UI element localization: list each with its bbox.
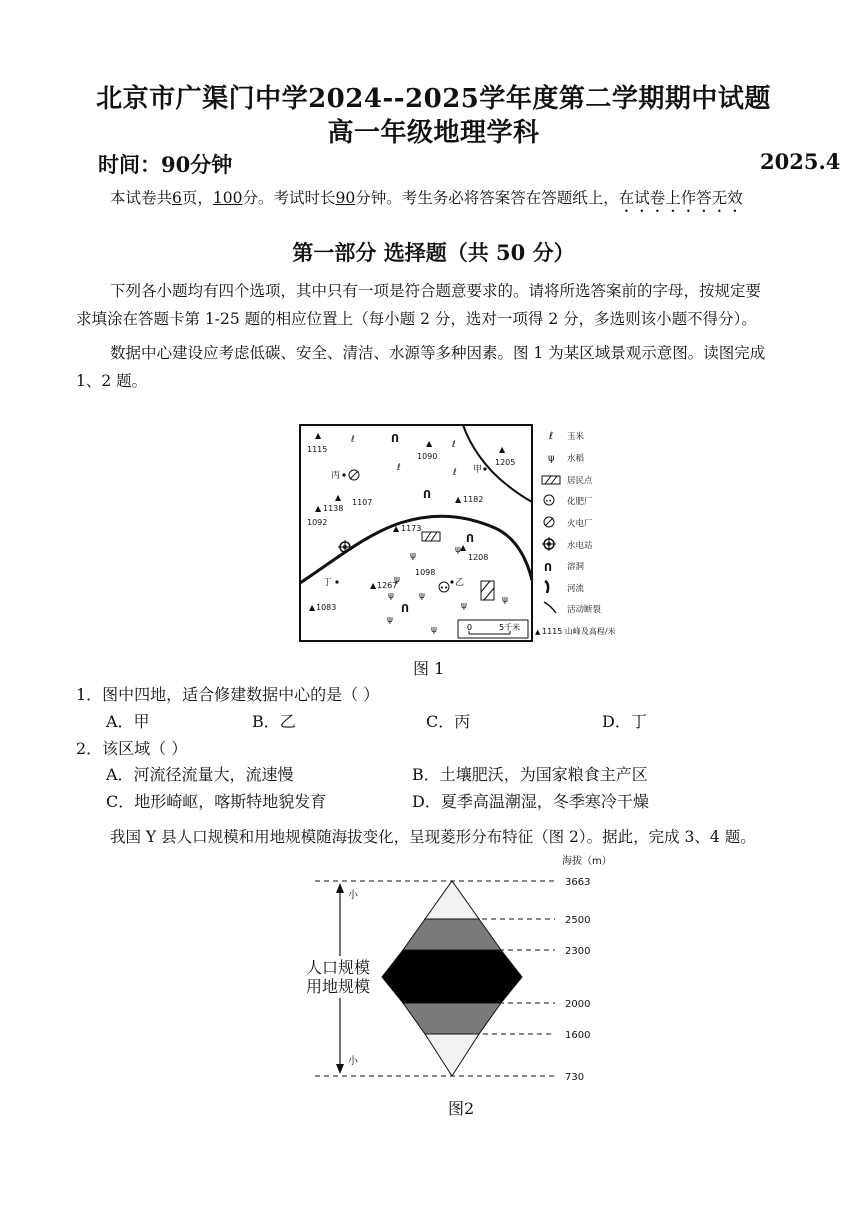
corn-legend-icon: ℓ	[549, 431, 554, 442]
section-heading: 第一部分 选择题（共 50 分）	[292, 240, 575, 265]
peak-icon: ▲	[335, 493, 342, 502]
q1-option-a[interactable]: A．甲	[106, 712, 150, 731]
peak-icon: ▲	[460, 543, 467, 552]
elevation-label: 1090	[417, 452, 438, 461]
rice-legend-icon: ψ	[548, 453, 555, 464]
intro-text: 分。考试时长	[242, 189, 336, 207]
elevation-label: 1107	[352, 498, 373, 507]
legend-peak: 1115 山峰及高程/米	[542, 627, 616, 636]
place-jia: 甲	[473, 465, 483, 475]
peak-icon: ▲	[455, 495, 462, 504]
corn-icon: ℓ	[452, 440, 456, 450]
rice-icon: ψ	[394, 575, 400, 585]
peak-icon: ▲	[393, 524, 400, 533]
settlement-icon	[422, 532, 440, 541]
altitude-2000: 2000	[565, 999, 591, 1010]
altitude-1600: 1600	[565, 1030, 591, 1041]
peak-icon: ▲	[499, 445, 506, 454]
band-2300-2000	[382, 950, 522, 1003]
elevation-label: 1182	[463, 495, 484, 504]
elevation-label: 1205	[495, 458, 516, 467]
altitude-2300: 2300	[565, 946, 591, 957]
rice-icon: ψ	[431, 625, 437, 635]
small-label-top: 小	[348, 890, 358, 901]
peak-icon: ▲	[370, 581, 377, 590]
legend-river: 河流	[567, 584, 585, 594]
intro-score: 100	[212, 189, 243, 207]
question1-stem: 1．图中四地，适合修建数据中心的是（ ）	[76, 685, 380, 704]
figure2-diamond	[290, 850, 620, 1090]
elevation-label: 1173	[401, 524, 422, 533]
band-top	[425, 881, 479, 919]
rice-icon: ψ	[410, 551, 416, 561]
fertilizer-legend-icon: ••	[545, 498, 553, 505]
q2-option-a[interactable]: A．河流径流量大，流速慢	[106, 765, 294, 784]
peak-icon: ▲	[309, 603, 316, 612]
altitude-2500: 2500	[565, 915, 591, 926]
population-scale-label: 人口规模	[306, 958, 371, 977]
q1-option-c[interactable]: C．丙	[426, 712, 471, 731]
intro-text: 页，	[181, 189, 213, 207]
legend-hydropower: 水电站	[567, 541, 593, 551]
elevation-label: 1115	[307, 445, 328, 454]
cave-icon: Ո	[391, 432, 400, 445]
altitude-3663: 3663	[565, 877, 591, 888]
small-label-bottom: 小	[348, 1056, 358, 1067]
peak-icon: ▲	[315, 431, 322, 440]
q2-option-b[interactable]: B．土壤肥沃，为国家粮食主产区	[412, 765, 648, 784]
instruction-line1: 下列各小题均有四个选项，其中只有一项是符合题意要求的。请将所选答案前的字母，按规定要	[110, 282, 762, 300]
peak-icon: ▲	[426, 439, 433, 448]
rice-icon: ψ	[461, 601, 467, 611]
rice-icon: ψ	[455, 545, 461, 555]
q2-option-c[interactable]: C．地形崎岖，喀斯特地貌发育	[106, 792, 327, 811]
exam-date: 2025.4	[760, 149, 841, 174]
fertilizer-factory-icon: ••	[440, 584, 449, 592]
exam-title: 北京市广渠门中学2024--2025学年度第二学期期中试题	[96, 84, 771, 114]
exam-subtitle: 高一年级地理学科	[327, 118, 540, 148]
rice-icon: ψ	[419, 591, 425, 601]
band-bottom	[425, 1034, 479, 1076]
scale-zero: 0	[467, 623, 473, 632]
rice-icon: ψ	[387, 615, 393, 625]
legend-rice: 水稻	[567, 454, 585, 464]
legend-settlement: 居民点	[567, 476, 593, 486]
cave-legend-icon: Ո	[544, 561, 553, 574]
place-ding: 丁	[323, 578, 333, 588]
context1-line2: 1、2 题。	[76, 372, 148, 390]
intro-duration: 90	[335, 189, 356, 207]
elevation-label: 1098	[415, 568, 436, 577]
altitude-axis-title: 海拔（m）	[562, 856, 612, 867]
question2-stem: 2．该区域（ ）	[76, 739, 188, 758]
elevation-label: 1267	[377, 581, 398, 590]
cave-icon: Ո	[466, 532, 475, 545]
intro-emphasis: 在试卷上作答无效	[618, 189, 743, 207]
legend-fault: 活动断裂	[567, 605, 602, 615]
legend-cave: 溶洞	[567, 562, 585, 572]
elevation-label: 1138	[323, 504, 344, 513]
exam-time: 时间：90分钟	[98, 152, 233, 177]
figure2-caption: 图2	[448, 1099, 475, 1118]
intro-pages: 6	[172, 189, 182, 207]
place-bing: 丙	[331, 471, 341, 481]
legend-fertilizer: 化肥厂	[567, 497, 593, 507]
peak-icon: ▲	[315, 504, 322, 513]
figure1-map	[295, 420, 640, 645]
land-scale-label: 用地规模	[306, 977, 371, 996]
context2: 我国 Y 县人口规模和用地规模随海拔变化，呈现菱形分布特征（图 2）。据此，完成 3、4 题。	[110, 828, 756, 846]
context1-line1: 数据中心建设应考虑低碳、安全、清洁、水源等多种因素。图 1 为某区域景观示意图。读图完成	[110, 344, 766, 362]
rice-icon: ψ	[502, 595, 508, 605]
corn-icon: ℓ	[453, 468, 457, 478]
q1-option-d[interactable]: D．丁	[602, 712, 647, 731]
scale-label: 5千米	[499, 623, 521, 632]
elevation-label: 1208	[468, 553, 489, 562]
corn-icon: ℓ	[397, 463, 401, 473]
cave-icon: Ո	[401, 602, 410, 615]
elevation-label: 1083	[316, 603, 337, 612]
instruction-line2: 求填涂在答题卡第 1-25 题的相应位置上（每小题 2 分，选对一项得 2 分，多选则该小题不得分）。	[76, 310, 757, 328]
q2-option-d[interactable]: D．夏季高温潮湿，冬季寒冷干燥	[412, 792, 649, 811]
elevation-label: 1092	[307, 518, 328, 527]
rice-icon: ψ	[388, 591, 394, 601]
legend-corn: 玉米	[567, 432, 585, 442]
band-2500-2300	[403, 919, 501, 950]
figure1-caption: 图 1	[413, 659, 445, 678]
altitude-730: 730	[565, 1072, 585, 1083]
exam-intro	[110, 184, 743, 216]
corn-icon: ℓ	[351, 435, 355, 445]
q1-option-b[interactable]: B．乙	[252, 712, 296, 731]
band-2000-1600	[403, 1003, 501, 1034]
map-legend	[535, 431, 616, 636]
legend-thermal-plant: 火电厂	[567, 519, 593, 529]
place-yi: 乙	[455, 578, 465, 588]
intro-text: 本试卷共	[110, 189, 173, 207]
peak-legend-icon: ▲	[535, 628, 541, 636]
intro-text: 分钟。考生务必将答案答在答题纸上，	[355, 189, 619, 207]
cave-icon: Ո	[423, 488, 432, 501]
